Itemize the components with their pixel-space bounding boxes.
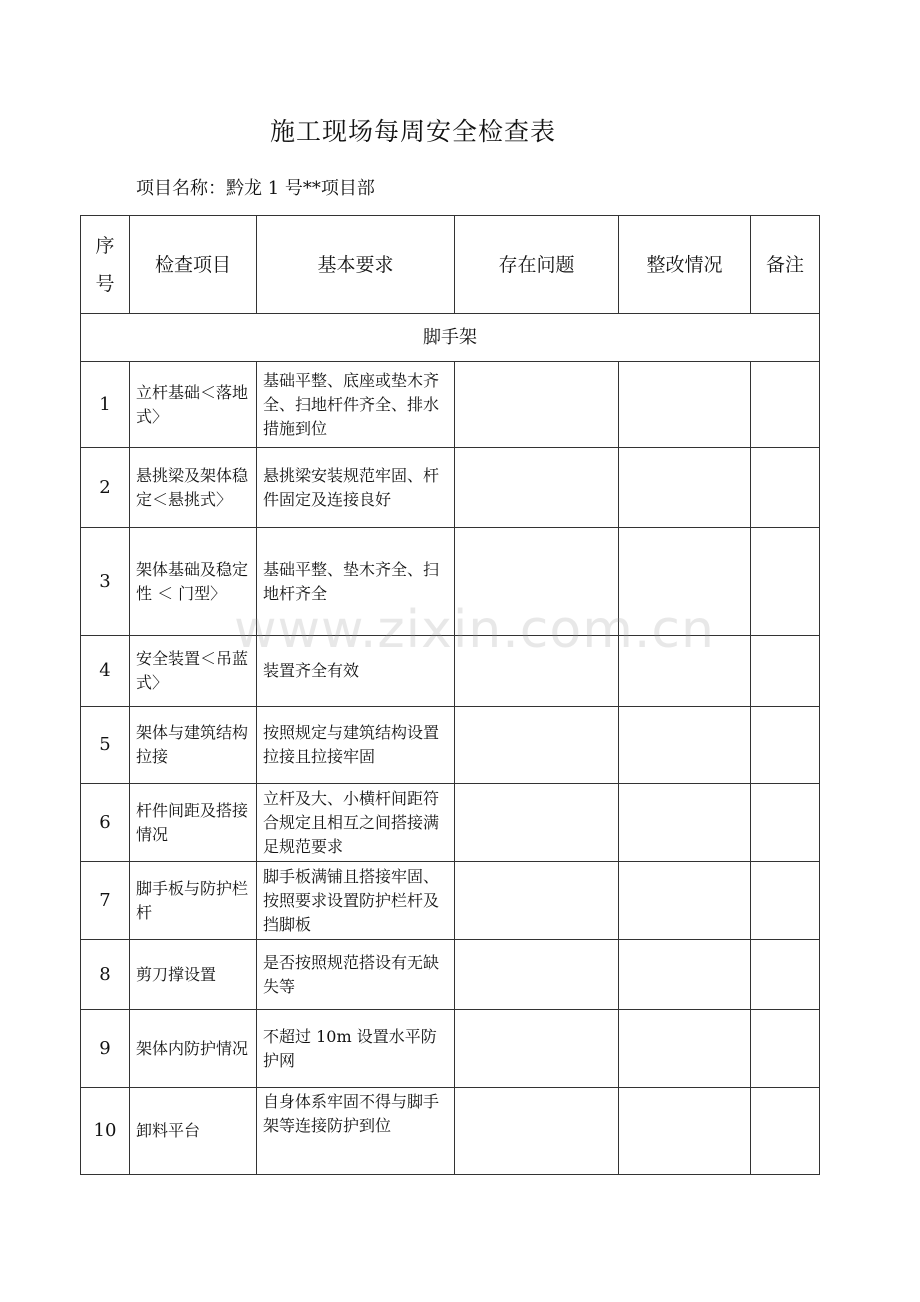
row-number: 8 <box>81 940 130 1010</box>
table-row <box>81 862 820 940</box>
rectification-cell[interactable] <box>619 1010 751 1088</box>
row-number: 6 <box>81 784 130 862</box>
check-item: 安全装置＜吊蓝式〉 <box>130 636 257 707</box>
header-remarks: 备注 <box>751 216 820 314</box>
issues-cell[interactable] <box>455 636 619 707</box>
requirement: 自身体系牢固不得与脚手架等连接防护到位 <box>257 1088 455 1175</box>
table-row <box>81 1088 820 1175</box>
issues-cell[interactable] <box>455 1088 619 1175</box>
rectification-cell[interactable] <box>619 784 751 862</box>
table-row <box>81 707 820 784</box>
check-item: 悬挑梁及架体稳定＜悬挑式〉 <box>130 448 257 528</box>
row-number: 2 <box>81 448 130 528</box>
table-row <box>81 636 820 707</box>
rectification-cell[interactable] <box>619 362 751 448</box>
remarks-cell[interactable] <box>751 448 820 528</box>
header-item: 检查项目 <box>130 216 257 314</box>
remarks-cell[interactable] <box>751 636 820 707</box>
header-requirement: 基本要求 <box>257 216 455 314</box>
remarks-cell[interactable] <box>751 940 820 1010</box>
remarks-cell[interactable] <box>751 1088 820 1175</box>
rectification-cell[interactable] <box>619 1088 751 1175</box>
check-item: 脚手板与防护栏杆 <box>130 862 257 940</box>
requirement: 不超过 10m 设置水平防护网 <box>257 1010 455 1088</box>
rectification-cell[interactable] <box>619 940 751 1010</box>
project-name: 项目名称：黔龙 1 号**项目部 <box>136 178 375 199</box>
issues-cell[interactable] <box>455 362 619 448</box>
rectification-cell[interactable] <box>619 707 751 784</box>
remarks-cell[interactable] <box>751 784 820 862</box>
issues-cell[interactable] <box>455 448 619 528</box>
row-number: 7 <box>81 862 130 940</box>
issues-cell[interactable] <box>455 940 619 1010</box>
rectification-cell[interactable] <box>619 862 751 940</box>
remarks-cell[interactable] <box>751 528 820 636</box>
check-item: 剪刀撑设置 <box>130 940 257 1010</box>
requirement: 脚手板满铺且搭接牢固、按照要求设置防护栏杆及挡脚板 <box>257 862 455 940</box>
header-issues: 存在问题 <box>455 216 619 314</box>
header-row <box>81 216 820 314</box>
issues-cell[interactable] <box>455 784 619 862</box>
header-rectification: 整改情况 <box>619 216 751 314</box>
row-number: 9 <box>81 1010 130 1088</box>
requirement: 装置齐全有效 <box>257 636 455 707</box>
safety-check-table <box>80 215 820 1175</box>
section-title: 脚手架 <box>81 314 820 362</box>
table-row <box>81 362 820 448</box>
row-number: 4 <box>81 636 130 707</box>
row-number: 3 <box>81 528 130 636</box>
row-number: 1 <box>81 362 130 448</box>
remarks-cell[interactable] <box>751 1010 820 1088</box>
check-item: 架体内防护情况 <box>130 1010 257 1088</box>
header-seq: 序号 <box>81 216 130 314</box>
rectification-cell[interactable] <box>619 528 751 636</box>
table-row <box>81 784 820 862</box>
check-item: 架体与建筑结构拉接 <box>130 707 257 784</box>
check-item: 立杆基础＜落地式〉 <box>130 362 257 448</box>
check-item: 架体基础及稳定性 ＜ 门型〉 <box>130 528 257 636</box>
requirement: 基础平整、底座或垫木齐全、扫地杆件齐全、排水措施到位 <box>257 362 455 448</box>
requirement: 按照规定与建筑结构设置拉接且拉接牢固 <box>257 707 455 784</box>
row-number: 10 <box>81 1088 130 1175</box>
watermark: www.zixin.com.cn <box>234 600 715 660</box>
page-title: 施工现场每周安全检查表 <box>269 117 556 146</box>
check-item: 卸料平台 <box>130 1088 257 1175</box>
rectification-cell[interactable] <box>619 448 751 528</box>
issues-cell[interactable] <box>455 862 619 940</box>
remarks-cell[interactable] <box>751 362 820 448</box>
remarks-cell[interactable] <box>751 862 820 940</box>
requirement: 基础平整、垫木齐全、扫地杆齐全 <box>257 528 455 636</box>
row-number: 5 <box>81 707 130 784</box>
table-row <box>81 1010 820 1088</box>
table-row <box>81 448 820 528</box>
table-row <box>81 940 820 1010</box>
table-row <box>81 528 820 636</box>
rectification-cell[interactable] <box>619 636 751 707</box>
check-item: 杆件间距及搭接情况 <box>130 784 257 862</box>
remarks-cell[interactable] <box>751 707 820 784</box>
issues-cell[interactable] <box>455 1010 619 1088</box>
issues-cell[interactable] <box>455 707 619 784</box>
requirement: 是否按照规范搭设有无缺失等 <box>257 940 455 1010</box>
requirement: 悬挑梁安装规范牢固、杆件固定及连接良好 <box>257 448 455 528</box>
requirement: 立杆及大、小横杆间距符合规定且相互之间搭接满足规范要求 <box>257 784 455 862</box>
section-row <box>81 314 820 362</box>
issues-cell[interactable] <box>455 528 619 636</box>
